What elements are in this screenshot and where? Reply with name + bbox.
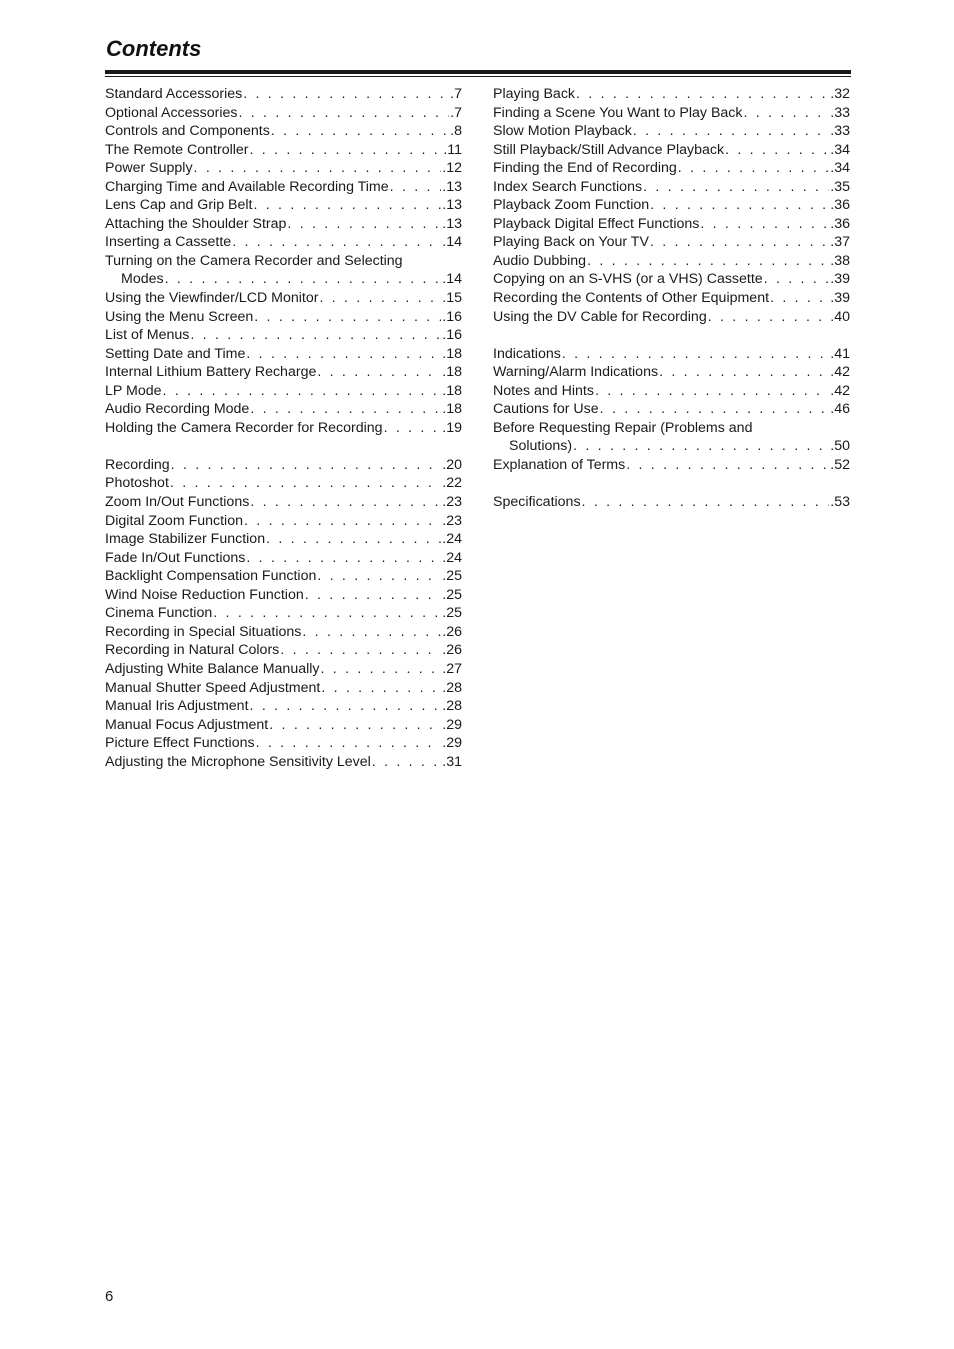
dot-leader bbox=[562, 345, 829, 364]
dot-leader bbox=[256, 734, 442, 753]
toc-entry[interactable] bbox=[493, 493, 850, 512]
toc-entry-title: Indications bbox=[493, 345, 561, 362]
toc-entry[interactable] bbox=[105, 345, 462, 364]
toc-page-number: .46 bbox=[830, 401, 850, 418]
toc-entry[interactable] bbox=[105, 641, 462, 660]
dot-leader bbox=[266, 530, 441, 549]
toc-page-number: .18 bbox=[442, 345, 462, 362]
toc-entry[interactable] bbox=[105, 474, 462, 493]
toc-entry[interactable] bbox=[105, 122, 462, 141]
dot-leader bbox=[246, 345, 441, 364]
toc-entry[interactable] bbox=[105, 660, 462, 679]
toc-entry[interactable] bbox=[493, 270, 850, 289]
toc-page-number: .11 bbox=[443, 141, 462, 158]
toc-group-right-2 bbox=[493, 345, 850, 475]
dot-leader bbox=[250, 493, 441, 512]
dot-leader bbox=[372, 753, 441, 772]
toc-entry-title: Lens Cap and Grip Belt bbox=[105, 197, 253, 214]
toc-group-left-2 bbox=[105, 456, 462, 771]
dot-leader bbox=[321, 660, 442, 679]
dot-leader bbox=[317, 363, 441, 382]
toc-entry-title: Manual Shutter Speed Adjustment bbox=[105, 679, 321, 696]
dot-leader bbox=[271, 122, 449, 141]
dot-leader bbox=[163, 382, 442, 401]
toc-page-number: .13 bbox=[442, 215, 462, 232]
dot-leader bbox=[238, 104, 449, 123]
toc-entry-title: Finding a Scene You Want to Play Back bbox=[493, 104, 743, 121]
toc-entry-title: Recording bbox=[105, 456, 170, 473]
toc-entry[interactable] bbox=[105, 679, 462, 698]
dot-leader bbox=[582, 493, 830, 512]
toc-entry-title: Manual Iris Adjustment bbox=[105, 698, 249, 715]
toc-entry-title: Zoom In/Out Functions bbox=[105, 494, 250, 511]
dot-leader bbox=[764, 270, 830, 289]
dot-leader bbox=[725, 141, 829, 160]
toc-page-number: .34 bbox=[830, 141, 850, 158]
toc-entry[interactable] bbox=[105, 753, 462, 772]
toc-entry-title: Using the Viewfinder/LCD Monitor bbox=[105, 290, 319, 307]
dot-leader bbox=[317, 567, 441, 586]
toc-entry[interactable] bbox=[105, 456, 462, 475]
toc-page-number: .20 bbox=[442, 456, 462, 473]
toc-entry-title: Solutions) bbox=[509, 438, 573, 455]
toc-entry-title: Cautions for Use bbox=[493, 401, 599, 418]
toc-page-number: .12 bbox=[442, 160, 462, 177]
toc-page-number: .8 bbox=[450, 123, 462, 140]
title-rule-thick bbox=[105, 70, 851, 74]
dot-leader bbox=[244, 512, 441, 531]
toc-page-number: .36 bbox=[830, 197, 850, 214]
toc-page-number: .52 bbox=[830, 456, 850, 473]
toc-page-number: .28 bbox=[442, 698, 462, 715]
toc-entry[interactable] bbox=[493, 159, 850, 178]
toc-entry[interactable] bbox=[105, 382, 462, 401]
dot-leader bbox=[250, 697, 442, 716]
toc-entry-title[interactable]: Before Requesting Repair (Problems and bbox=[493, 419, 753, 436]
toc-page-number: .7 bbox=[450, 104, 462, 121]
toc-page-number: .50 bbox=[830, 438, 850, 455]
toc-entry-title: Digital Zoom Function bbox=[105, 512, 243, 529]
dot-leader bbox=[280, 641, 441, 660]
toc-entry[interactable] bbox=[105, 604, 462, 623]
toc-entry-title: Still Playback/Still Advance Playback bbox=[493, 141, 725, 158]
toc-page-number: .38 bbox=[830, 252, 850, 269]
toc-page-number: .25 bbox=[442, 586, 462, 603]
dot-leader bbox=[171, 456, 442, 475]
page-title: Contents bbox=[106, 36, 202, 61]
group-spacer bbox=[105, 437, 462, 456]
toc-entry-title: Inserting a Cassette bbox=[105, 234, 232, 251]
toc-entry[interactable] bbox=[493, 456, 850, 475]
toc-page-number: .26 bbox=[442, 623, 462, 640]
toc-entry-title: Setting Date and Time bbox=[105, 345, 246, 362]
toc-entry[interactable] bbox=[105, 270, 462, 289]
toc-entry-title: Slow Motion Playback bbox=[493, 123, 632, 140]
toc-entry[interactable] bbox=[493, 363, 850, 382]
toc-page-number: .42 bbox=[830, 382, 850, 399]
toc-entry[interactable] bbox=[105, 549, 462, 568]
page-number: 6 bbox=[105, 1288, 114, 1305]
toc-page-number: .18 bbox=[442, 382, 462, 399]
toc-entry-title: Cinema Function bbox=[105, 605, 213, 622]
toc-entry[interactable] bbox=[105, 215, 462, 234]
toc-page-number: .18 bbox=[442, 364, 462, 381]
dot-leader bbox=[243, 85, 449, 104]
toc-page-number: .24 bbox=[442, 549, 462, 566]
toc-page-number: .14 bbox=[442, 234, 462, 251]
toc-entry-title: Adjusting the Microphone Sensitivity Level bbox=[105, 753, 371, 770]
toc-entry[interactable] bbox=[105, 159, 462, 178]
toc-entry-title: Notes and Hints bbox=[493, 382, 594, 399]
toc-page-number: .42 bbox=[830, 364, 850, 381]
toc-page-number: .28 bbox=[442, 679, 462, 696]
dot-leader bbox=[190, 326, 441, 345]
toc-entry-title: Warning/Alarm Indications bbox=[493, 364, 659, 381]
toc-entry[interactable] bbox=[105, 326, 462, 345]
toc-entry-title: Controls and Components bbox=[105, 123, 270, 140]
toc-entry[interactable] bbox=[493, 196, 850, 215]
toc-entry[interactable] bbox=[105, 512, 462, 531]
toc-entry-title: Index Search Functions bbox=[493, 178, 643, 195]
toc-entry-title: Using the Menu Screen bbox=[105, 308, 254, 325]
toc-entry-title: LP Mode bbox=[105, 382, 162, 399]
toc-entry-title[interactable]: Turning on the Camera Recorder and Selecting bbox=[105, 252, 403, 269]
toc-entry-title: Attaching the Shoulder Strap bbox=[105, 215, 287, 232]
dot-leader bbox=[305, 586, 442, 605]
toc-entry-title: Photoshot bbox=[105, 475, 169, 492]
toc-page-number: .40 bbox=[830, 308, 850, 325]
toc-group-right-1 bbox=[493, 85, 850, 326]
toc-entry[interactable] bbox=[493, 233, 850, 252]
dot-leader bbox=[250, 400, 441, 419]
toc-entry[interactable] bbox=[105, 586, 462, 605]
dot-leader bbox=[573, 437, 829, 456]
dot-leader bbox=[708, 308, 830, 327]
toc-entry-title: Standard Accessories bbox=[105, 86, 243, 102]
dot-leader bbox=[744, 104, 830, 123]
toc-group-right-3 bbox=[493, 493, 850, 512]
toc-page-number: .41 bbox=[830, 345, 850, 362]
toc-page-number: .39 bbox=[830, 271, 850, 288]
toc-entry-title: Recording in Special Situations bbox=[105, 623, 302, 640]
toc-entry[interactable] bbox=[105, 623, 462, 642]
toc-entry[interactable] bbox=[105, 178, 462, 197]
toc-entry-title: List of Menus bbox=[105, 327, 190, 344]
toc-entry-title: Playback Zoom Function bbox=[493, 197, 650, 214]
toc-entry[interactable] bbox=[105, 400, 462, 419]
dot-leader bbox=[269, 716, 441, 735]
toc-page-number: .16 bbox=[442, 327, 462, 344]
toc-entry[interactable] bbox=[493, 122, 850, 141]
toc-page-number: .15 bbox=[442, 290, 462, 307]
toc-entry[interactable] bbox=[493, 215, 850, 234]
toc-entry-title: Fade In/Out Functions bbox=[105, 549, 246, 566]
toc-page-number: .7 bbox=[450, 86, 462, 102]
toc-right-column bbox=[493, 85, 850, 512]
toc-entry[interactable] bbox=[105, 567, 462, 586]
toc-entry[interactable] bbox=[105, 734, 462, 753]
dot-leader bbox=[287, 215, 441, 234]
toc-entry[interactable] bbox=[105, 363, 462, 382]
toc-entry[interactable] bbox=[493, 308, 850, 327]
toc-entry[interactable] bbox=[105, 196, 462, 215]
toc-entry-title: Finding the End of Recording bbox=[493, 160, 677, 177]
toc-entry-title: Playing Back on Your TV bbox=[493, 234, 649, 251]
toc-page-number: .13 bbox=[442, 178, 462, 195]
toc-page-number: .13 bbox=[442, 197, 462, 214]
toc-entry[interactable] bbox=[105, 530, 462, 549]
toc-page-number: .33 bbox=[830, 104, 850, 121]
toc-entry-title: Modes bbox=[121, 271, 164, 288]
toc-left-column bbox=[105, 85, 462, 771]
toc-entry-title: Copying on an S-VHS (or a VHS) Cassette bbox=[493, 271, 763, 288]
dot-leader bbox=[643, 178, 829, 197]
toc-page-number: .23 bbox=[442, 494, 462, 511]
dot-leader bbox=[194, 159, 442, 178]
dot-leader bbox=[254, 308, 441, 327]
toc-page-number: .25 bbox=[442, 568, 462, 585]
dot-leader bbox=[587, 252, 829, 271]
toc-entry-title: Playing Back bbox=[493, 86, 576, 102]
toc-entry-title: Power Supply bbox=[105, 160, 193, 177]
dot-leader bbox=[576, 85, 829, 104]
dot-leader bbox=[384, 419, 442, 438]
dot-leader bbox=[390, 178, 442, 197]
toc-page-number: .16 bbox=[442, 308, 462, 325]
title-rule-thin bbox=[105, 76, 851, 77]
toc-entry-title: Specifications bbox=[493, 494, 581, 511]
toc-page-number: .25 bbox=[442, 605, 462, 622]
toc-page-number: .35 bbox=[830, 178, 850, 195]
dot-leader bbox=[250, 141, 443, 160]
toc-entry-title: Recording the Contents of Other Equipment bbox=[493, 290, 770, 307]
toc-page-number: .29 bbox=[442, 735, 462, 752]
toc-page-number: .24 bbox=[442, 531, 462, 548]
toc-entry[interactable] bbox=[493, 178, 850, 197]
toc-entry-title: Audio Dubbing bbox=[493, 252, 587, 269]
toc-entry-title: Holding the Camera Recorder for Recording bbox=[105, 419, 383, 436]
toc-entry-title: Using the DV Cable for Recording bbox=[493, 308, 707, 325]
toc-page-number: .29 bbox=[442, 716, 462, 733]
toc-page-number: .18 bbox=[442, 401, 462, 418]
toc-page-number: .31 bbox=[442, 753, 462, 770]
toc-entry[interactable] bbox=[105, 85, 462, 104]
toc-page-number: .34 bbox=[830, 160, 850, 177]
dot-leader bbox=[321, 679, 441, 698]
toc-entry-title: Explanation of Terms bbox=[493, 456, 626, 473]
toc-entry[interactable] bbox=[493, 141, 850, 160]
toc-entry-title: Manual Focus Adjustment bbox=[105, 716, 269, 733]
toc-page-number: .53 bbox=[830, 494, 850, 511]
toc-page-number: .39 bbox=[830, 290, 850, 307]
dot-leader bbox=[770, 289, 829, 308]
group-spacer bbox=[493, 474, 850, 493]
toc-entry-title: Optional Accessories bbox=[105, 104, 238, 121]
toc-entry-title: Playback Digital Effect Functions bbox=[493, 215, 700, 232]
toc-page-number: .19 bbox=[442, 419, 462, 436]
dot-leader bbox=[659, 363, 829, 382]
toc-entry-title: Audio Recording Mode bbox=[105, 401, 250, 418]
group-spacer bbox=[493, 326, 850, 345]
toc-entry[interactable] bbox=[493, 400, 850, 419]
toc-entry-title: Image Stabilizer Function bbox=[105, 531, 266, 548]
dot-leader bbox=[213, 604, 441, 623]
dot-leader bbox=[626, 456, 829, 475]
toc-entry-title: Backlight Compensation Function bbox=[105, 568, 317, 585]
toc-entry[interactable] bbox=[105, 493, 462, 512]
toc-entry[interactable] bbox=[105, 697, 462, 716]
dot-leader bbox=[633, 122, 829, 141]
dot-leader bbox=[700, 215, 829, 234]
dot-leader bbox=[232, 233, 441, 252]
toc-entry-title: Internal Lithium Battery Recharge bbox=[105, 364, 317, 381]
toc-entry-title: Recording in Natural Colors bbox=[105, 642, 280, 659]
toc-entry[interactable] bbox=[105, 141, 462, 160]
dot-leader bbox=[253, 196, 441, 215]
toc-entry-title: Adjusting White Balance Manually bbox=[105, 660, 320, 677]
dot-leader bbox=[170, 474, 441, 493]
dot-leader bbox=[650, 233, 829, 252]
toc-entry-title: Wind Noise Reduction Function bbox=[105, 586, 304, 603]
toc-page-number: .32 bbox=[830, 86, 850, 102]
toc-entry[interactable] bbox=[493, 289, 850, 308]
toc-page-number: .37 bbox=[830, 234, 850, 251]
toc-entry-title: The Remote Controller bbox=[105, 141, 249, 158]
toc-entry[interactable] bbox=[493, 85, 850, 104]
dot-leader bbox=[595, 382, 829, 401]
dot-leader bbox=[678, 159, 830, 178]
toc-entry[interactable] bbox=[105, 308, 462, 327]
dot-leader bbox=[650, 196, 829, 215]
dot-leader bbox=[319, 289, 441, 308]
toc-page-number: .27 bbox=[442, 660, 462, 677]
toc-entry[interactable] bbox=[105, 104, 462, 123]
toc-page-number: .14 bbox=[442, 271, 462, 288]
toc-entry[interactable] bbox=[493, 437, 850, 456]
toc-entry-title: Charging Time and Available Recording Time bbox=[105, 178, 389, 195]
toc-entry[interactable] bbox=[493, 345, 850, 364]
toc-page-number: .22 bbox=[442, 475, 462, 492]
dot-leader bbox=[600, 400, 830, 419]
dot-leader bbox=[302, 623, 441, 642]
toc-page-number: .23 bbox=[442, 512, 462, 529]
toc-entry[interactable] bbox=[493, 382, 850, 401]
dot-leader bbox=[246, 549, 441, 568]
toc-entry-title: Picture Effect Functions bbox=[105, 735, 255, 752]
toc-page-number: .26 bbox=[442, 642, 462, 659]
toc-entry[interactable] bbox=[105, 233, 462, 252]
toc-entry[interactable] bbox=[493, 104, 850, 123]
toc-group-left-1 bbox=[105, 85, 462, 437]
dot-leader bbox=[165, 270, 442, 289]
toc-page-number: .33 bbox=[830, 123, 850, 140]
toc-page-number: .36 bbox=[830, 215, 850, 232]
toc-entry[interactable] bbox=[105, 419, 462, 438]
toc-entry[interactable] bbox=[105, 716, 462, 735]
toc-entry[interactable] bbox=[105, 289, 462, 308]
toc-entry[interactable] bbox=[493, 252, 850, 271]
